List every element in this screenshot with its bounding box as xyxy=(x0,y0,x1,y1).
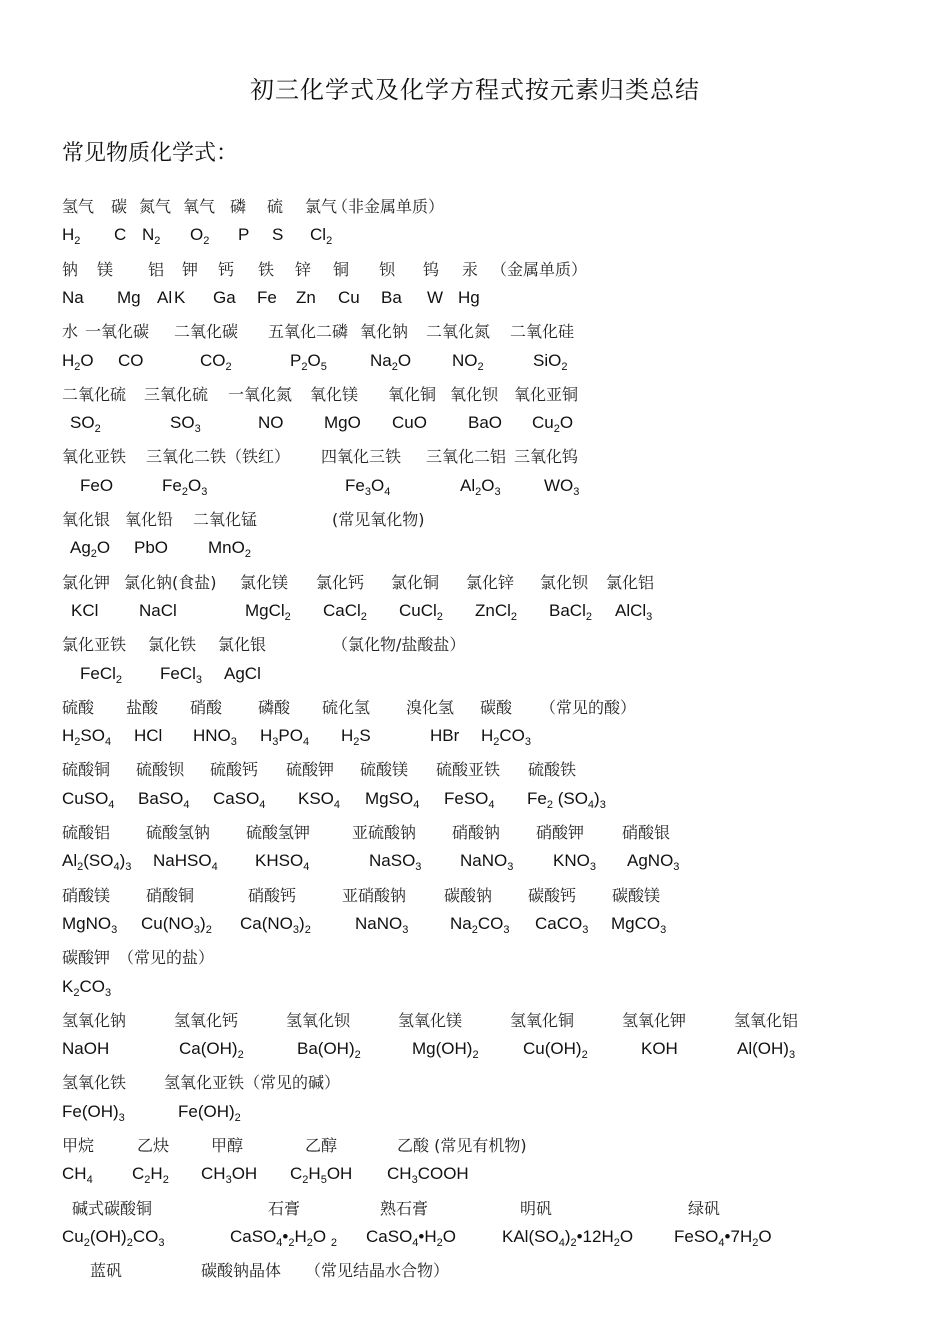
chemical-formula: CuSO$_4$ xyxy=(62,788,115,811)
substance-name: (常见氧化物) xyxy=(332,510,425,529)
chemical-formula: $Mg(OH)_2$ xyxy=(412,1039,479,1062)
chemical-formula: $CH_3COOH$ xyxy=(387,1164,469,1187)
substance-name: 二氧化锰 xyxy=(193,510,258,529)
chemical-formula: $H_2CO_3$ xyxy=(481,726,532,749)
name-row xyxy=(62,632,892,656)
formula-row xyxy=(62,1039,892,1063)
name-row xyxy=(62,257,892,281)
substance-name: 五氧化二磷 xyxy=(268,322,349,342)
chemical-formula: $Ca(OH)_2$ xyxy=(179,1039,244,1062)
chemical-formula: $Fe(OH)_2$ xyxy=(178,1101,241,1124)
substance-name: 三氧化硫 xyxy=(144,384,209,404)
substance-name: 氧化钠 xyxy=(360,322,409,342)
chemical-formula: $Fe_3O_4$ xyxy=(345,475,391,498)
chemical-formula: $CH_4$ xyxy=(62,1164,93,1187)
chemical-formula: Ga xyxy=(213,287,236,307)
substance-name: 氢氧化铝 xyxy=(734,1010,799,1030)
substance-name: （常见结晶水合物） xyxy=(305,1261,450,1281)
substance-name: 石膏 xyxy=(268,1198,301,1218)
substance-name: 乙酸 (常见有机物) xyxy=(397,1136,527,1155)
chemical-formula: MgCl$_2$ xyxy=(245,600,291,623)
chemical-formula: C xyxy=(114,225,127,245)
chemical-formula: Ba xyxy=(381,287,402,307)
chemical-formula: W xyxy=(427,287,444,307)
substance-name: 碳酸镁 xyxy=(612,885,661,905)
substance-name: 氢氧化钠 xyxy=(62,1010,127,1030)
formula-row xyxy=(62,664,892,688)
substance-name: 碳酸 xyxy=(480,697,513,717)
chemical-formula: $Al_2O_3$ xyxy=(460,475,501,498)
chemical-formula: $Fe_2O_3$ xyxy=(162,475,208,498)
chemical-formula: NaSO$_3$ xyxy=(369,851,422,874)
substance-name: 硝酸钠 xyxy=(452,823,501,842)
substance-name: 硝酸镁 xyxy=(62,885,111,905)
chemical-formula: $Ca(NO_3)_2$ xyxy=(240,913,311,936)
chemical-formula: MgCO$_3$ xyxy=(611,913,667,936)
formula-row xyxy=(62,851,892,875)
chemical-formula: MnO$_2$ xyxy=(208,538,251,561)
substance-name: 甲烷 xyxy=(62,1136,95,1155)
chemical-formula: KOH xyxy=(641,1039,678,1059)
substance-name: 二氧化硫 xyxy=(62,384,127,404)
chemical-formula: Cu xyxy=(338,287,360,307)
chemical-formula: $N_2$ xyxy=(142,225,161,248)
substance-name: 钡 xyxy=(379,259,396,279)
substance-name: 水 xyxy=(62,322,79,342)
substance-name: 氮气 xyxy=(139,197,172,216)
substance-name: 氧化亚铜 xyxy=(514,384,579,404)
substance-name: 碳酸钠 xyxy=(444,885,493,905)
substance-name: 碳酸钾 xyxy=(62,948,111,968)
substance-name: 硝酸 xyxy=(190,697,223,717)
substance-name: 钠 xyxy=(62,259,79,279)
chemical-formula: $C_2H_5OH$ xyxy=(290,1164,353,1187)
chemical-formula: NaHSO$_4$ xyxy=(153,851,218,874)
substance-name: （金属单质） xyxy=(491,259,588,279)
substance-name: 氯化银 xyxy=(218,635,267,655)
chemical-formula: $Cu_2(OH)_2CO_3$ xyxy=(62,1226,165,1249)
substance-name: 铁 xyxy=(258,259,275,279)
chemical-formula: NaCl xyxy=(139,600,177,620)
substance-name: 氢氧化铁 xyxy=(62,1073,127,1093)
chemical-formula: $CaSO_4•H_2O$ xyxy=(366,1226,457,1249)
chemical-formula: NaOH xyxy=(62,1039,110,1059)
name-row xyxy=(62,570,892,594)
chemical-formula: BaSO$_4$ xyxy=(138,788,190,811)
formula-row xyxy=(62,225,892,249)
substance-name: 硫酸铝 xyxy=(62,823,111,842)
substance-name: 硫酸铜 xyxy=(62,760,111,780)
substance-name: 三氧化二铝 xyxy=(426,447,507,467)
formula-row xyxy=(62,1102,892,1126)
name-row xyxy=(62,507,892,531)
substance-name: 二氧化碳 xyxy=(174,322,239,342)
substance-name: 三氧化钨 xyxy=(514,447,579,467)
formula-row xyxy=(62,789,892,813)
chemical-formula: AlCl$_3$ xyxy=(615,600,653,623)
chemical-formula: MgNO$_3$ xyxy=(62,913,118,936)
substance-name: 一氧化氮 xyxy=(228,384,293,404)
substance-name: 氢气 xyxy=(62,197,95,216)
substance-name: 钨 xyxy=(423,259,440,279)
substance-name: 氧化钡 xyxy=(450,384,499,404)
substance-name: 氢氧化钡 xyxy=(286,1010,351,1030)
substance-name: 二氧化硅 xyxy=(510,322,575,342)
substance-name: 氧化铜 xyxy=(388,384,437,404)
chemical-formula: BaO xyxy=(468,413,503,433)
substance-name: 氧化银 xyxy=(62,510,111,529)
name-row xyxy=(62,757,892,781)
formula-row xyxy=(62,538,892,562)
chemical-formula: $CaSO_4•_2H_2O$ $_2$ xyxy=(230,1226,337,1249)
substance-name: 亚硫酸钠 xyxy=(352,823,417,842)
chemical-formula: $Cl_2$ xyxy=(310,225,333,248)
name-row xyxy=(62,1070,892,1094)
substance-name: 硫酸钡 xyxy=(136,760,185,780)
substance-name: 磷酸 xyxy=(258,697,291,717)
substance-name: 碳 xyxy=(111,197,128,216)
substance-name: 硝酸铜 xyxy=(146,885,195,905)
substance-name: 四氧化三铁 xyxy=(321,447,402,467)
chemical-formula: $Fe(OH)_3$ xyxy=(62,1101,125,1124)
substance-name: 氯化锌 xyxy=(466,572,515,592)
substance-name: 氢氧化亚铁（常见的碱） xyxy=(164,1073,341,1093)
name-row xyxy=(62,695,892,719)
chemical-formula: $KAl(SO_4)_2•12H_2O$ xyxy=(502,1226,634,1249)
chemical-formula: $KNO_3$ xyxy=(553,851,596,874)
substance-name: 磷 xyxy=(230,197,247,216)
substance-name: 亚硝酸钠 xyxy=(342,885,407,905)
substance-name: 汞 xyxy=(462,259,479,279)
chemical-formula: $P_2O_5$ xyxy=(290,350,327,373)
name-row xyxy=(62,1258,892,1282)
chemical-formula: AgCl xyxy=(224,663,261,683)
substance-name: 蓝矾 xyxy=(90,1261,123,1281)
substance-name: 溴化氢 xyxy=(406,697,455,717)
substance-name: 硫化氢 xyxy=(322,697,371,717)
page-title: 初三化学式及化学方程式按元素归类总结 xyxy=(250,76,700,104)
chemical-formula: FeO xyxy=(80,475,114,495)
chemical-formula: NaNO$_3$ xyxy=(460,851,514,874)
substance-name: 硝酸钾 xyxy=(536,823,585,842)
substance-name: 氧化镁 xyxy=(310,384,359,404)
substance-name: 氢氧化钙 xyxy=(174,1010,239,1030)
chemical-formula: $K_2CO_3$ xyxy=(62,976,112,999)
chemical-formula: MgO xyxy=(324,413,361,433)
chemical-formula: K xyxy=(174,287,186,307)
substance-name: 硫酸氢钠 xyxy=(146,823,211,842)
name-row xyxy=(62,319,892,343)
substance-name: 氢氧化钾 xyxy=(622,1010,687,1030)
chemical-formula: $H_2O$ xyxy=(62,350,94,373)
substance-name: 铜 xyxy=(333,259,350,279)
substance-name: 硫酸钾 xyxy=(286,760,335,780)
substance-name: 硫酸铁 xyxy=(528,760,577,780)
substance-name: 氢氧化铜 xyxy=(510,1010,575,1030)
chemical-formula: $Ag_2O$ xyxy=(70,538,111,561)
substance-name: 氯化镁 xyxy=(240,572,289,592)
name-row xyxy=(62,1196,892,1220)
chemical-formula: Mg xyxy=(117,287,141,307)
formula-row xyxy=(62,1227,892,1251)
substance-name: 氯化钠(食盐) xyxy=(124,572,217,592)
substance-name: 硫酸钙 xyxy=(210,760,259,780)
formula-row xyxy=(62,977,892,1001)
name-row xyxy=(62,444,892,468)
name-row xyxy=(62,883,892,907)
chemical-formula: Al xyxy=(157,287,173,307)
chemical-formula: $H_3PO_4$ xyxy=(260,726,310,749)
substance-name: 盐酸 xyxy=(126,697,159,717)
chemical-formula: FeCl$_2$ xyxy=(80,663,123,686)
chemical-formula: CaCO$_3$ xyxy=(535,913,589,936)
name-row xyxy=(62,820,892,844)
substance-name: 氧化亚铁 xyxy=(62,447,127,467)
chemical-formula: HCl xyxy=(134,726,163,746)
substance-name: （常见的盐） xyxy=(118,948,215,968)
substance-name: 锌 xyxy=(295,259,312,279)
formula-row xyxy=(62,476,892,500)
formula-row xyxy=(62,601,892,625)
formula-row xyxy=(62,351,892,375)
formula-row xyxy=(62,413,892,437)
substance-name: 氯化铜 xyxy=(391,572,440,592)
name-row xyxy=(62,1008,892,1032)
name-row xyxy=(62,1133,892,1157)
name-row xyxy=(62,194,892,218)
substance-name: 硫酸氢钾 xyxy=(246,823,311,842)
chemical-formula: Na xyxy=(62,287,84,307)
chemical-formula: Fe xyxy=(257,287,277,307)
substance-name: 氯化铝 xyxy=(606,572,655,592)
name-row xyxy=(62,945,892,969)
chemical-formula: ZnCl$_2$ xyxy=(475,600,518,623)
chemical-formula: Hg xyxy=(458,287,480,307)
chemical-formula: CO xyxy=(118,350,144,370)
chemical-formula: NO xyxy=(258,413,284,433)
substance-name: 硝酸钙 xyxy=(248,885,297,905)
chemical-formula: $Al(OH)_3$ xyxy=(737,1039,796,1062)
substance-name: 硫酸镁 xyxy=(360,760,409,780)
chemical-formula: $CO_2$ xyxy=(200,350,232,373)
chemical-formula: $C_2H_2$ xyxy=(132,1164,169,1187)
chemical-formula: CaCl$_2$ xyxy=(323,600,367,623)
chemical-formula: FeCl$_3$ xyxy=(160,663,203,686)
chemical-formula: $KSO_4$ xyxy=(298,788,341,811)
substance-name: 氧气 xyxy=(183,197,216,216)
substance-name: （氯化物/盐酸盐） xyxy=(332,635,466,655)
substance-name: 钙 xyxy=(218,259,235,279)
chemical-formula: BaCl$_2$ xyxy=(549,600,592,623)
substance-name: 硝酸银 xyxy=(622,823,671,842)
substance-name: 碳酸钠晶体 xyxy=(201,1261,282,1281)
chemical-formula: HBr xyxy=(430,726,460,746)
substance-name: 氯化铁 xyxy=(148,635,197,655)
chemical-formula: $Ba(OH)_2$ xyxy=(297,1039,361,1062)
chemical-formula: MgSO$_4$ xyxy=(365,788,420,811)
substance-name: 氯化亚铁 xyxy=(62,635,127,655)
chemical-formula: $HNO_3$ xyxy=(193,726,237,749)
chemical-formula: $Al_2(SO_4)_3$ xyxy=(62,851,132,874)
substance-name: 氯化钾 xyxy=(62,572,111,592)
formula-row xyxy=(62,914,892,938)
substance-name: 绿矾 xyxy=(688,1198,721,1218)
substance-name: 氧化铅 xyxy=(125,510,174,529)
chemical-formula: $Fe_2$ $(SO_4)_3$ xyxy=(527,788,606,811)
substance-name: 一氧化碳 xyxy=(85,322,150,342)
chemical-formula: $WO_3$ xyxy=(544,475,580,498)
chemical-formula: PbO xyxy=(134,538,169,558)
chemical-formula: $Na_2CO_3$ xyxy=(450,913,510,936)
substance-name: 氯化钙 xyxy=(316,572,365,592)
formula-row xyxy=(62,288,892,312)
substance-name: （非金属单质） xyxy=(332,197,445,216)
chemical-formula: AgNO$_3$ xyxy=(627,851,680,874)
chemical-formula: $H_2SO_4$ xyxy=(62,726,112,749)
chemical-formula: $SO_3$ xyxy=(170,413,201,436)
chemical-formula: $CH_3OH$ xyxy=(201,1164,258,1187)
substance-name: 硫酸亚铁 xyxy=(436,760,501,780)
chemical-formula: $SO_2$ xyxy=(70,413,101,436)
chemical-formula: KCl xyxy=(71,600,99,620)
substance-name: 碱式碳酸铜 xyxy=(72,1198,153,1218)
chemical-formula: $KHSO_4$ xyxy=(255,851,310,874)
substance-name: 甲醇 xyxy=(211,1136,244,1155)
formula-row xyxy=(62,726,892,750)
chemical-formula: $NO_2$ xyxy=(452,350,484,373)
chemical-formula: CuCl$_2$ xyxy=(399,600,443,623)
chemical-formula: $Na_2O$ xyxy=(370,350,412,373)
section-heading: 常见物质化学式： xyxy=(62,141,239,166)
chemical-formula: Zn xyxy=(296,287,316,307)
formula-row xyxy=(62,1164,892,1188)
substance-name: 氢氧化镁 xyxy=(398,1010,463,1030)
chemical-formula: $Cu(NO_3)_2$ xyxy=(141,913,212,936)
chemical-formula: SiO$_2$ xyxy=(533,350,568,373)
name-row xyxy=(62,382,892,406)
substance-name: 二氧化氮 xyxy=(426,322,491,342)
chemical-formula: $O_2$ xyxy=(190,225,210,248)
chemical-formula: $FeSO_4•7H_2O$ xyxy=(674,1226,772,1249)
chemical-formula: $H_2$ xyxy=(62,225,81,248)
chemical-formula: CaSO$_4$ xyxy=(213,788,266,811)
substance-name: 氯化钡 xyxy=(540,572,589,592)
chemical-formula: P xyxy=(238,225,250,245)
substance-name: 氯气 xyxy=(305,197,338,216)
substance-name: 铝 xyxy=(148,259,165,279)
substance-name: 硫酸 xyxy=(62,697,95,717)
chemical-formula: $Cu(OH)_2$ xyxy=(523,1039,588,1062)
substance-name: 乙炔 xyxy=(137,1136,170,1155)
substance-name: 熟石膏 xyxy=(380,1198,429,1218)
substance-name: 镁 xyxy=(97,259,114,279)
chemical-formula: $Cu_2O$ xyxy=(532,413,574,436)
chemical-formula: $H_2S$ xyxy=(341,726,371,749)
substance-name: 钾 xyxy=(182,259,199,279)
substance-name: 硫 xyxy=(267,197,284,216)
chemical-formula: S xyxy=(272,225,284,245)
substance-name: 乙醇 xyxy=(305,1136,338,1155)
substance-name: （常见的酸） xyxy=(540,697,637,717)
substance-name: 三氧化二铁（铁红） xyxy=(146,447,291,467)
substance-name: 碳酸钙 xyxy=(528,885,577,905)
substance-name: 明矾 xyxy=(520,1198,553,1218)
chemical-formula: CuO xyxy=(392,413,427,433)
chemical-formula: FeSO$_4$ xyxy=(444,788,495,811)
chemical-formula: NaNO$_3$ xyxy=(355,913,409,936)
